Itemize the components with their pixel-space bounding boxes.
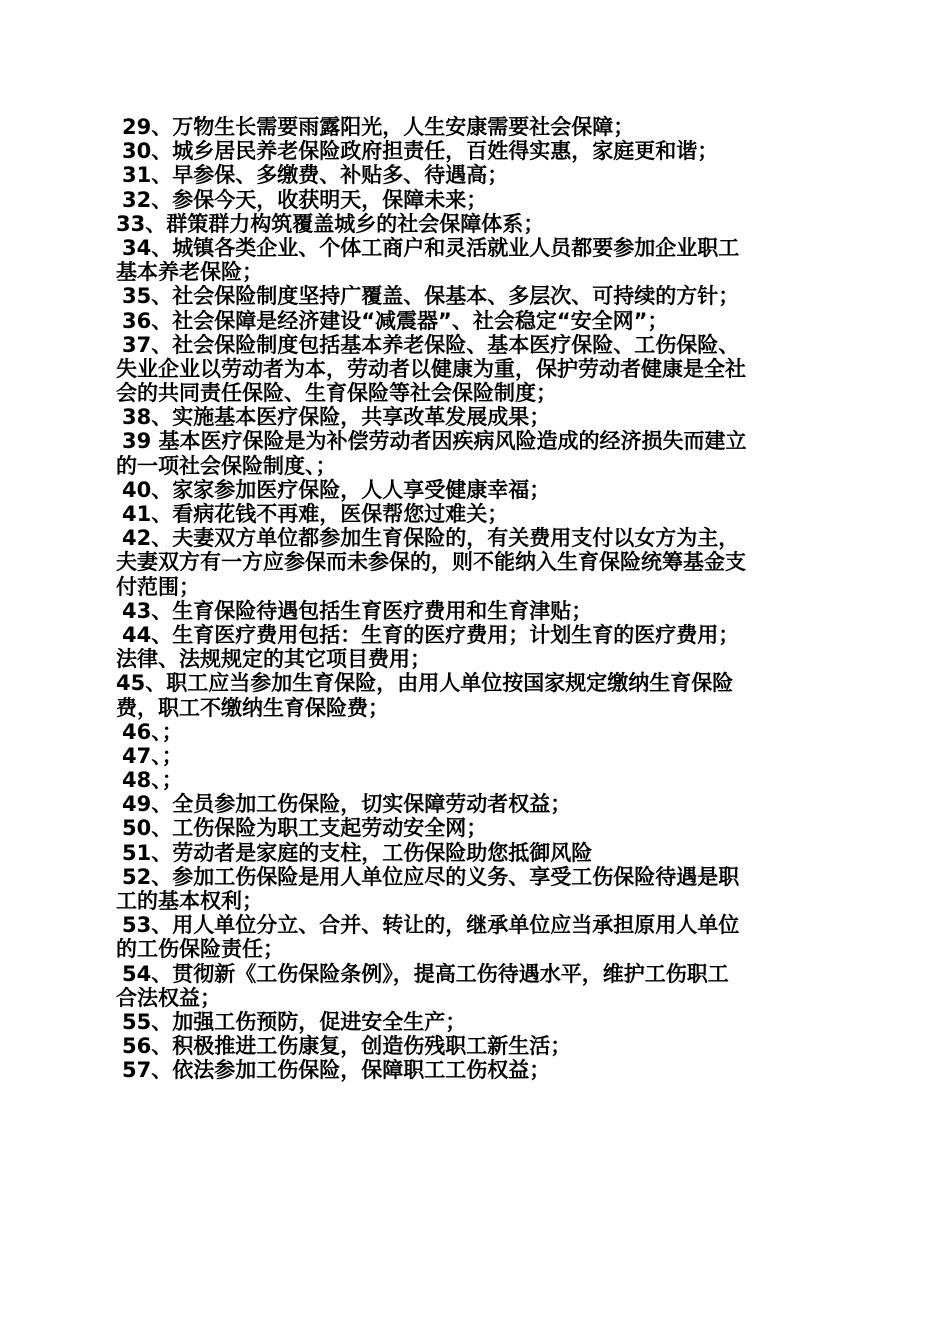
text-line: 33、群策群力构筑覆盖城乡的社会保障体系； xyxy=(116,211,545,236)
text-line: 50、工伤保险为职工支起劳动安全网； xyxy=(122,816,488,841)
text-line: 51、劳动者是家庭的支柱，工伤保险助您抵御风险 xyxy=(122,840,593,865)
text-line: 失业企业以劳动者为本，劳动者以健康为重，保护劳动者健康是全社 xyxy=(116,356,746,381)
text-line: 40、家家参加医疗保险，人人享受健康幸福； xyxy=(122,477,551,502)
text-line: 付范围； xyxy=(116,574,200,599)
text-line: 37、社会保险制度包括基本养老保险、基本医疗保险、工伤保险、 xyxy=(122,332,740,357)
text-line: 工的基本权利； xyxy=(116,889,263,913)
text-line: 54、贯彻新《工伤保险条例》，提高工伤待遇水平，维护工伤职工 xyxy=(122,961,729,986)
text-line: 夫妻双方有一方应参保而未参保的，则不能纳入生育保险统筹基金支 xyxy=(116,550,746,575)
text-line: 55、加强工伤预防，促进安全生产； xyxy=(122,1009,467,1034)
text-line: 法律、法规规定的其它项目费用； xyxy=(116,647,431,672)
text-line: 48、； xyxy=(122,768,183,793)
document-page xyxy=(116,115,838,1083)
text-line: 31、早参保、多缴费、补贴多、待遇高； xyxy=(122,163,509,188)
text-line: 34、城镇各类企业、个体工商户和灵活就业人员都要参加企业职工 xyxy=(122,235,740,260)
text-line: 36、社会保障是经济建设“减震器”、社会稳定“安全网”； xyxy=(122,308,669,333)
text-line: 的一项社会保险制度、； xyxy=(116,453,337,478)
text-line: 46、； xyxy=(122,719,183,744)
text-line: 56、积极推进工伤康复，创造伤残职工新生活； xyxy=(122,1034,572,1059)
text-line: 30、城乡居民养老保险政府担责任，百姓得实惠，家庭更和谐； xyxy=(122,139,719,164)
text-line: 42、夫妻双方单位都参加生育保险的，有关费用支付以女方为主， xyxy=(122,526,740,551)
text-line: 会的共同责任保险、生育保险等社会保险制度； xyxy=(116,381,557,406)
text-line: 53、用人单位分立、合并、转让的，继承单位应当承担原用人单位 xyxy=(122,913,740,938)
text-line: 基本养老保险； xyxy=(116,260,263,285)
text-line: 38、实施基本医疗保险，共享改革发展成果； xyxy=(122,405,551,430)
text-line: 47、； xyxy=(122,743,183,768)
text-line: 35、社会保险制度坚持广覆盖、保基本、多层次、可持续的方针； xyxy=(122,284,740,309)
text-line: 44、生育医疗费用包括：生育的医疗费用；计划生育的医疗费用； xyxy=(122,622,740,647)
text-line: 45、职工应当参加生育保险，由用人单位按国家规定缴纳生育保险 xyxy=(116,671,734,696)
text-line: 费，职工不缴纳生育保险费； xyxy=(116,695,389,720)
text-line: 39 基本医疗保险是为补偿劳动者因疾病风险造成的经济损失而建立 xyxy=(122,429,747,454)
text-line: 32、参保今天，收获明天，保障未来； xyxy=(122,187,488,212)
text-line: 的工伤保险责任； xyxy=(116,937,284,962)
text-line: 29、万物生长需要雨露阳光，人生安康需要社会保障； xyxy=(122,115,635,139)
text-line: 49、全员参加工伤保险，切实保障劳动者权益； xyxy=(122,792,572,817)
text-line: 合法权益； xyxy=(116,985,221,1010)
text-line: 52、参加工伤保险是用人单位应尽的义务、享受工伤保险待遇是职 xyxy=(122,864,740,889)
text-line: 57、依法参加工伤保险，保障职工工伤权益； xyxy=(122,1058,551,1083)
text-line: 43、生育保险待遇包括生育医疗费用和生育津贴； xyxy=(122,598,593,623)
text-line: 41、看病花钱不再难，医保帮您过难关； xyxy=(122,502,509,526)
